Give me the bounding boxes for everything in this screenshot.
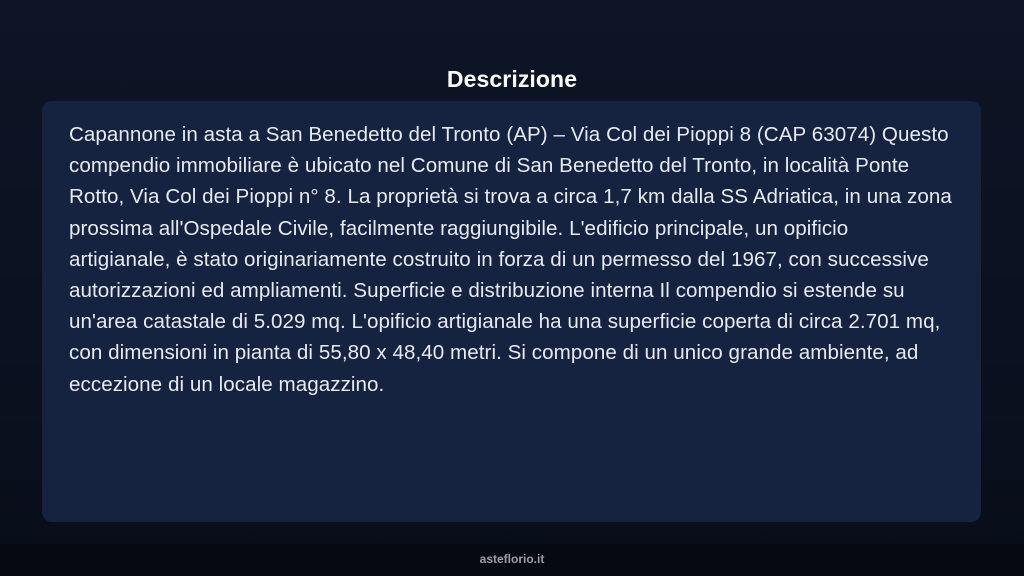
description-text: Capannone in asta a San Benedetto del Tronto (AP) – Via Col dei Pioppi 8 (CAP 63074) Questo compendio immobiliare è ubicato nel Comune di San Benedetto del Tronto, in località Ponte Rotto, Via Col dei Pioppi n° 8. La proprietà si trova a circa 1,7 km dalla SS Adriatica, in una zona prossima all'Ospedale Civile, facilmente raggiungibile. L'edificio principale, un opificio artigianale, è stato originariamente costruito in forza di un permesso del 1967, con successive autorizzazioni ed ampliamenti. Superficie e distribuzione interna Il compendio si estende su un'area catastale di 5.029 mq. L'opificio artigianale ha una superficie coperta di circa 2.701 mq, con dimensioni in pianta di 55,80 x 48,40 metri. Si compone di un unico grande ambiente, ad eccezione di un locale magazzino. [69,123,952,396]
page-title: Descrizione [446,66,578,93]
description-card [42,101,981,522]
footer-brand: asteflorio.it [479,552,545,566]
